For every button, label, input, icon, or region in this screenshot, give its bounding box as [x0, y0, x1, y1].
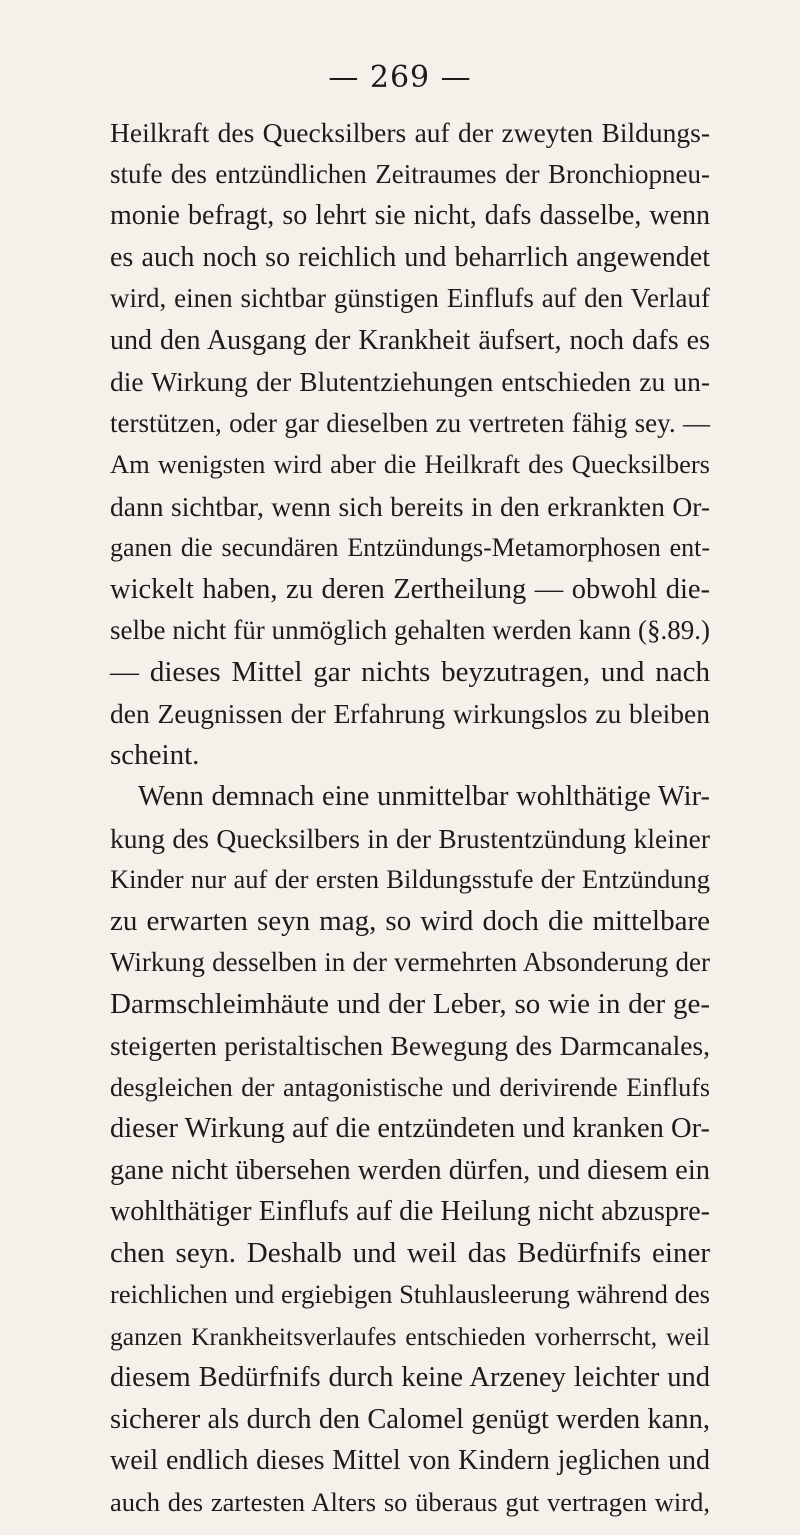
text-line: und den Ausgang der Krankheit äufsert, noch dafs es	[110, 324, 710, 356]
text-line: diesem Bedürfnifs durch keine Arzeney leichter und	[110, 1362, 710, 1393]
text-line: kung des Quecksilbers in der Brustentzündung kleiner	[110, 822, 710, 854]
text-line: chen seyn. Deshalb und weil das Bedürfnifs einer	[110, 1236, 710, 1269]
text-line: wohlthätiger Einflufs auf die Heilung nicht abzuspre-	[110, 1196, 710, 1227]
text-line: ganzen Krankheitsverlaufes entschieden vorherrscht, weil	[110, 1321, 710, 1351]
text-line: Heilkraft des Quecksilbers auf der zweyten Bildungs-	[110, 117, 710, 148]
text-line: es auch noch so reichlich und beharrlich angewendet	[110, 241, 710, 273]
text-line: weil endlich dieses Mittel von Kindern jeglichen und	[110, 1445, 710, 1476]
text-line: Am wenigsten wird aber die Heilkraft des Quecksilbers	[110, 449, 710, 479]
paragraph-end-line: scheint.	[110, 738, 200, 771]
text-line: sicherer als durch den Calomel genügt werden kann,	[110, 1403, 710, 1435]
text-line: desgleichen der antagonistische und derivirende Einflufs	[110, 1072, 710, 1102]
text-line: terstützen, oder gar dieselben zu vertreten fähig sey. —	[110, 407, 710, 438]
text-line: gane nicht übersehen werden dürfen, und diesem ein	[110, 1154, 710, 1186]
text-line: dieser Wirkung auf die entzündeten und kranken Or-	[110, 1113, 711, 1144]
text-line: den Zeugnissen der Erfahrung wirkungslos zu bleiben	[110, 698, 710, 729]
page-number: — 269 —	[328, 60, 472, 95]
text-line: Kinder nur auf der ersten Bildungsstufe der Entzündung	[110, 864, 710, 894]
text-line: dann sichtbar, wenn sich bereits in den erkrankten Or-	[110, 490, 710, 522]
text-line: reichlichen und ergiebigen Stuhlausleerung während des	[110, 1279, 710, 1309]
paragraph-start-line: Wenn demnach eine unmittelbar wohlthätige Wir-	[138, 781, 710, 812]
text-line: die Wirkung der Blutentziehungen entschieden zu un-	[110, 366, 710, 397]
text-line: steigerten peristaltischen Bewegung des Darmcanales,	[110, 1030, 710, 1061]
text-line: Wirkung desselben in der vermehrten Absonderung der	[110, 947, 710, 977]
text-line: zu erwarten seyn mag, so wird doch die mittelbare	[110, 904, 710, 937]
text-line: — dieses Mittel gar nichts beyzutragen, und nach	[110, 655, 710, 688]
text-line: wird, einen sichtbar günstigen Einflufs auf den Verlauf	[110, 283, 710, 313]
text-line: auch des zartesten Alters so überaus gut vertragen wird,	[110, 1486, 710, 1517]
text-line: Darmschleimhäute und der Leber, so wie in der ge-	[110, 987, 710, 1020]
text-line: selbe nicht für unmöglich gehalten werden kann (§.89.)	[110, 615, 710, 645]
text-line: stufe des entzündlichen Zeitraumes der Bronchiopneu-	[110, 158, 710, 189]
body-text	[110, 112, 710, 1523]
text-line: ganen die secundären Entzündungs-Metamorphosen ent-	[110, 533, 710, 562]
text-line: monie befragt, so lehrt sie nicht, dafs dasselbe, wenn	[110, 200, 710, 231]
text-line: wickelt haben, zu deren Zertheilung — obwohl die-	[110, 573, 710, 605]
